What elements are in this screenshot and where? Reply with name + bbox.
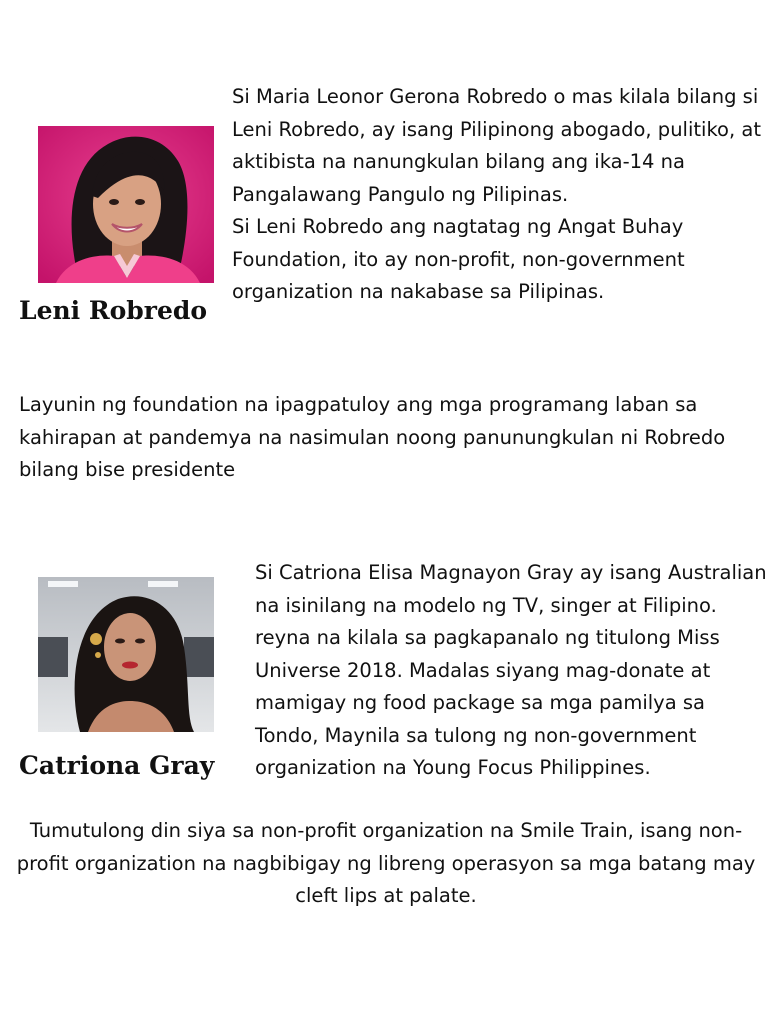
leni-robredo-foundation-text: Layunin ng foundation na ipagpatuloy ang mga programang laban sa kahirapan at pandemya na nasimulan noong panunungkulan ni Robredo bilang bise presidente (19, 393, 726, 481)
catriona-gray-photo (38, 577, 214, 732)
leni-robredo-name: Leni Robredo (19, 296, 208, 325)
gray-bio-paragraph-1: Si Catriona Elisa Magnayon Gray ay isang Australian na isinilang na modelo ng TV, singer at Filipino. reyna na kilala sa pagkapanalo ng titulong Miss Universe 2018. Madalas siyang mag-donate at mamigay ng food package sa mga pamilya sa Tondo, Maynila sa tulong ng non-government organization na Young Focus Philippines. (255, 561, 767, 779)
catriona-gray-bio (255, 557, 768, 785)
leni-bio-paragraph-1: Si Maria Leonor Gerona Robredo o mas kilala bilang si Leni Robredo, ay isang Pilipinong abogado, pulitiko, at aktibista na nanungkulan bilang ang ika-14 na Pangalawang Pangulo ng Pilipinas. (232, 85, 761, 206)
leni-robredo-bio (232, 81, 762, 309)
catriona-gray-name: Catriona Gray (19, 751, 215, 780)
leni-bio-paragraph-2: Si Leni Robredo ang nagtatag ng Angat Buhay Foundation, ito ay non-profit, non-government organization na nakabase sa Pilipinas. (232, 215, 685, 303)
catriona-gray-smile-train-text: Tumutulong din siya sa non-profit organization na Smile Train, isang non-profit organization na nagbibigay ng libreng operasyon sa mga batang may cleft lips at palate. (16, 819, 756, 907)
leni-robredo-photo (38, 126, 214, 283)
